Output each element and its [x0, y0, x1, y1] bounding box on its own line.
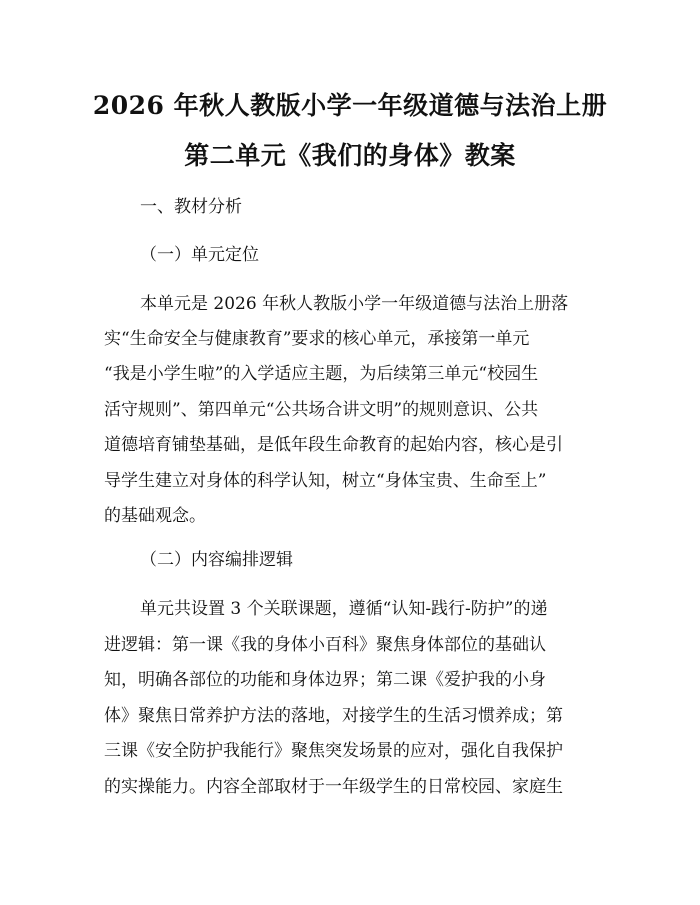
- paragraph-1-line: 实“生命安全与健康教育”要求的核心单元，承接第一单元: [104, 329, 530, 349]
- paragraph-2-line: 体》聚焦日常养护方法的落地，对接学生的生活习惯养成；第: [104, 706, 563, 726]
- paragraph-1-line: 道德培育铺垫基础，是低年段生命教育的起始内容，核心是引: [104, 435, 563, 455]
- document-title-line-2: 第二单元《我们的身体》教案: [184, 141, 516, 170]
- document-title-line-1: 2026 年秋人教版小学一年级道德与法治上册: [92, 91, 608, 120]
- paragraph-1-line: 活守规则”、第四单元“公共场合讲文明”的规则意识、公共: [104, 400, 539, 420]
- paragraph-2-line: 单元共设置 3 个关联课题，遵循“认知-践行-防护”的递: [140, 599, 548, 619]
- paragraph-1-line: “我是小学生啦”的入学适应主题，为后续第三单元“校园生: [104, 364, 539, 384]
- paragraph-2-line: 三课《安全防护我能行》聚焦突发场景的应对，强化自我保护: [104, 741, 563, 761]
- subsection-heading-content-logic: （二）内容编排逻辑: [140, 550, 293, 570]
- paragraph-1-line: 的基础观念。: [104, 506, 206, 526]
- paragraph-2-line: 的实操能力。内容全部取材于一年级学生的日常校园、家庭生: [104, 777, 563, 797]
- subsection-heading-unit-positioning: （一）单元定位: [140, 245, 259, 265]
- paragraph-1-line: 导学生建立对身体的科学认知，树立“身体宝贵、生命至上”: [104, 471, 547, 491]
- section-heading-textbook-analysis: 一、教材分析: [140, 197, 242, 217]
- paragraph-1-line: 本单元是 2026 年秋人教版小学一年级道德与法治上册落: [140, 294, 569, 314]
- paragraph-2-line: 知，明确各部位的功能和身体边界；第二课《爱护我的小身: [104, 670, 546, 690]
- paragraph-2-line: 进逻辑：第一课《我的身体小百科》聚焦身体部位的基础认: [104, 635, 546, 655]
